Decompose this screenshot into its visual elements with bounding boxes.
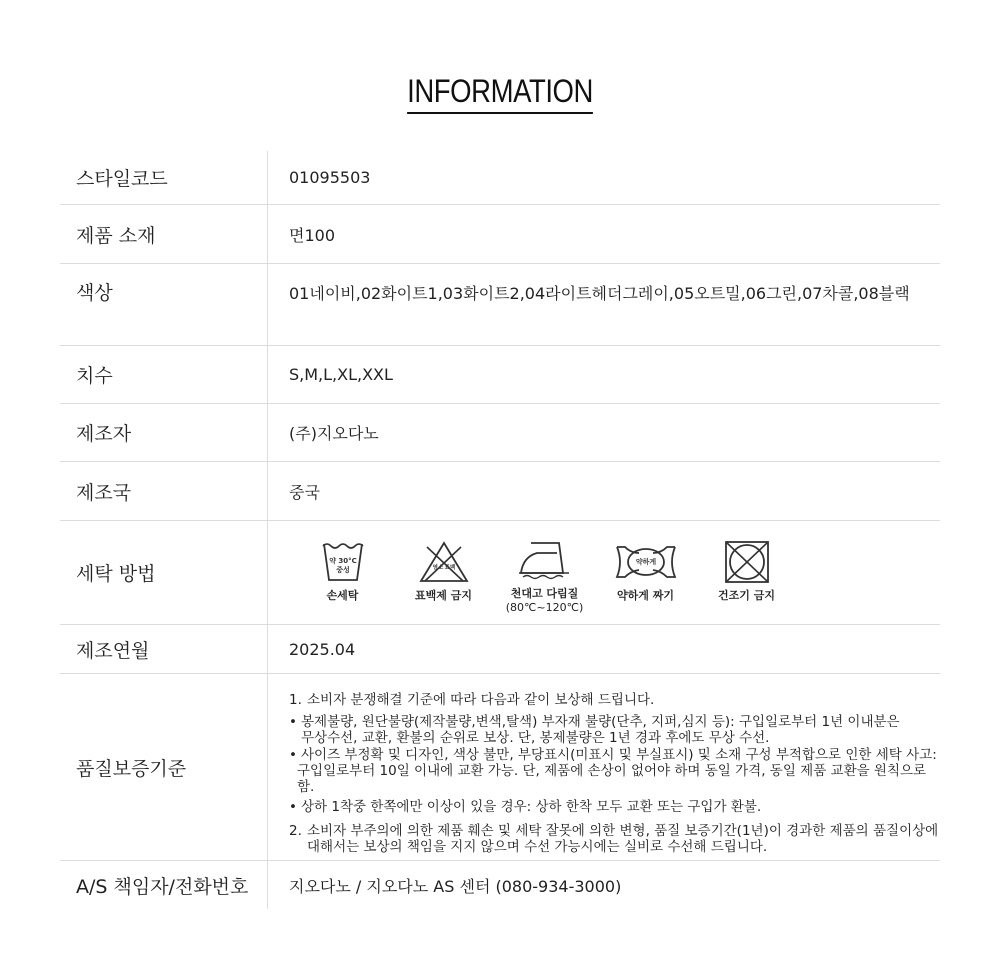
row-label: 제조국 [60,462,268,520]
item-number: 1. [289,692,302,708]
bullet-line: 구입일로부터 10일 이내에 교환 가능. 단, 제품에 손상이 없어야 하며 동일 가격, 동일 제품 교환을 원칙으로 함. [297,763,927,795]
row-as-contact [60,861,940,909]
row-value: 2025.04 [289,639,356,659]
care-no-bleach [397,541,490,603]
no-bleach-icon [419,541,469,583]
row-value: S,M,L,XL,XXL [289,365,393,384]
page-title: INFORMATION [407,72,593,114]
row-label: 색상 [60,264,268,345]
care-caption: 표백제 금지 [415,589,472,602]
row-value: 01095503 [289,168,371,187]
row-wash [60,521,940,625]
bullet-line: 봉제불량, 원단불량(제작불량,변색,탈색) 부자재 불량(단추, 지퍼,심지 등): 구입일로부터 1년 이내분은 [301,714,900,730]
page-title-wrap [0,72,1000,114]
item-text: 대해서는 보상의 책임을 지지 않으며 수선 가능시에는 실비로 수선해 드립니다. [307,839,768,855]
quality-bullet-1 [289,714,940,746]
bullet-mark: • [289,799,297,815]
hand-wash-temp: 약 30°C [328,557,357,565]
row-label: A/S 책임자/전화번호 [60,861,268,909]
bullet-line: 무상수선, 교환, 환불의 순위로 보상. 단, 봉제불량은 1년 경과 후에도 무상 수선. [301,730,770,746]
info-table [60,151,940,909]
row-label: 세탁 방법 [60,521,268,624]
quality-item-2 [289,823,940,855]
bullet-mark: • [289,714,297,730]
row-label: 품질보증기준 [60,674,268,860]
iron-icon [517,537,573,581]
no-bleach-text2: 표백 [444,565,455,571]
care-no-tumble-dry [700,541,793,603]
row-value: 지오다노 / 지오다노 AS 센터 (080-934-3000) [289,876,622,896]
hand-wash-neutral: 중성 [335,566,350,574]
row-value: 중국 [289,482,320,502]
care-iron [498,537,591,615]
quality-item-1 [289,692,940,708]
row-label: 스타일코드 [60,151,268,204]
row-manufacture-date [60,625,940,674]
care-hand-wash [296,541,389,603]
quality-bullet-3 [289,799,940,815]
hand-wash-icon [320,541,366,583]
care-caption-line1: 천대고 다림질 [510,587,579,600]
row-size [60,346,940,404]
row-maker [60,404,940,462]
no-tumble-dry-icon [724,541,770,583]
row-quality-guarantee [60,674,940,861]
quality-bullet-2 [289,747,940,795]
no-bleach-text1: 염소 [432,565,443,571]
care-caption: 손세탁 [326,589,359,602]
bullet-line: 상하 1착중 한쪽에만 이상이 있을 경우: 상하 한착 모두 교환 또는 구입가 환불. [301,799,762,815]
quality-text [289,692,940,855]
row-country [60,462,940,521]
row-value: 01네이비,02화이트1,03화이트2,04라이트헤더그레이,05오트밀,06그린,07차콜,08블랙 [289,284,910,303]
bullet-mark: • [289,747,297,763]
care-wring-gently [599,541,692,603]
row-color [60,264,940,346]
care-caption: 약하게 짜기 [617,589,674,602]
wring-icon [615,541,677,583]
row-material [60,205,940,264]
care-caption-line2: (80℃~120℃) [505,601,584,614]
row-label: 치수 [60,346,268,403]
row-style-code [60,151,940,205]
wring-icon-text: 약하게 [635,558,656,566]
item-text: 소비자 부주의에 의한 제품 훼손 및 세탁 잘못에 의한 변형, 품질 보증기간(1년)이 경과한 제품의 품질이상에 [307,823,939,839]
row-label: 제조연월 [60,625,268,673]
row-label: 제조자 [60,404,268,461]
item-number: 2. [289,823,302,839]
bullet-line: 사이즈 부정확 및 디자인, 색상 불만, 부당표시(미표시 및 부실표시) 및 소재 구성 부적합으로 인한 세탁 사고: [301,747,937,763]
row-value: (주)지오다노 [289,424,379,443]
care-caption: 건조기 금지 [718,589,775,602]
row-label: 제품 소재 [60,205,268,263]
care-symbols [296,541,940,615]
row-value: 면100 [289,225,335,245]
item-text: 소비자 분쟁해결 기준에 따라 다음과 같이 보상해 드립니다. [307,692,655,708]
